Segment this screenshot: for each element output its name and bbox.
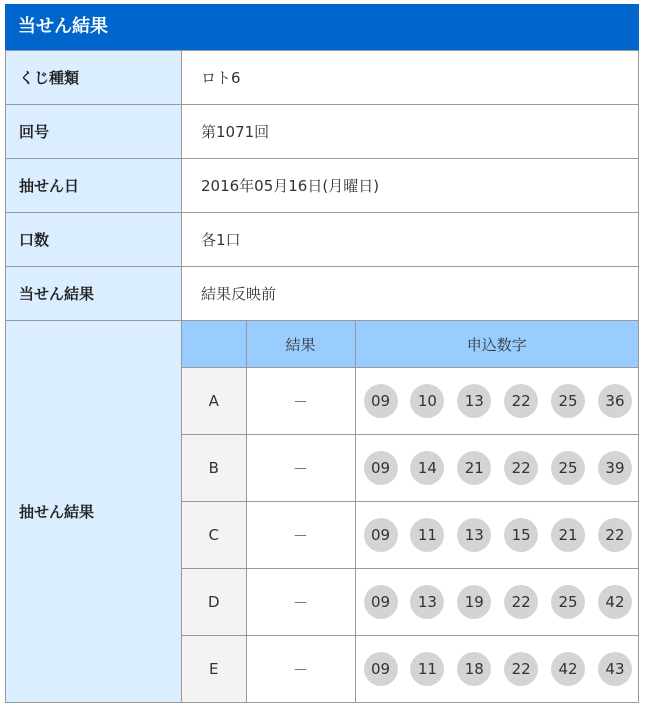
info-label: 口数 (6, 213, 182, 267)
info-value: ロト6 (182, 51, 639, 105)
number-balls (357, 451, 638, 485)
number-ball: 13 (457, 518, 491, 552)
number-ball: 42 (551, 652, 585, 686)
info-label: 抽せん日 (6, 159, 182, 213)
entry-result: － (246, 368, 355, 435)
number-ball: 13 (457, 384, 491, 418)
number-balls (357, 384, 638, 418)
draw-cell (182, 321, 639, 703)
number-ball: 21 (551, 518, 585, 552)
number-ball: 19 (457, 585, 491, 619)
number-balls (357, 585, 638, 619)
info-row (6, 105, 639, 159)
entry-key: C (182, 502, 246, 569)
number-ball: 25 (551, 585, 585, 619)
number-ball: 22 (504, 652, 538, 686)
info-row (6, 213, 639, 267)
draw-entry-row (182, 636, 638, 703)
number-ball: 11 (410, 652, 444, 686)
draw-table (182, 321, 638, 702)
number-ball: 14 (410, 451, 444, 485)
number-ball: 09 (364, 652, 398, 686)
number-balls (357, 518, 638, 552)
number-ball: 15 (504, 518, 538, 552)
number-ball: 21 (457, 451, 491, 485)
entry-numbers (355, 569, 638, 636)
number-ball: 39 (598, 451, 632, 485)
number-ball: 09 (364, 518, 398, 552)
entry-result: － (246, 435, 355, 502)
number-ball: 11 (410, 518, 444, 552)
number-ball: 09 (364, 451, 398, 485)
entry-key: D (182, 569, 246, 636)
number-ball: 22 (504, 585, 538, 619)
number-ball: 25 (551, 384, 585, 418)
entry-key: E (182, 636, 246, 703)
panel-title: 当せん結果 (5, 4, 639, 50)
info-value: 結果反映前 (182, 267, 639, 321)
entry-result: － (246, 569, 355, 636)
info-row (6, 51, 639, 105)
header-numbers: 申込数字 (355, 321, 638, 368)
draw-label: 抽せん結果 (6, 321, 182, 703)
number-ball: 09 (364, 384, 398, 418)
info-value: 各1口 (182, 213, 639, 267)
draw-entry-row (182, 569, 638, 636)
lottery-result-panel (5, 4, 639, 703)
number-ball: 22 (598, 518, 632, 552)
header-result: 結果 (246, 321, 355, 368)
draw-entry-row (182, 435, 638, 502)
number-ball: 18 (457, 652, 491, 686)
draw-row (6, 321, 639, 703)
number-ball: 36 (598, 384, 632, 418)
number-balls (357, 652, 638, 686)
entry-numbers (355, 502, 638, 569)
info-value: 2016年05月16日(月曜日) (182, 159, 639, 213)
entry-result: － (246, 636, 355, 703)
info-row (6, 267, 639, 321)
entry-numbers (355, 435, 638, 502)
info-value: 第1071回 (182, 105, 639, 159)
header-blank-cell (182, 321, 246, 368)
number-ball: 25 (551, 451, 585, 485)
draw-entry-row (182, 502, 638, 569)
number-ball: 13 (410, 585, 444, 619)
result-table (5, 50, 639, 703)
draw-entry-row (182, 368, 638, 435)
number-ball: 09 (364, 585, 398, 619)
number-ball: 43 (598, 652, 632, 686)
info-label: 回号 (6, 105, 182, 159)
number-ball: 10 (410, 384, 444, 418)
info-label: くじ種類 (6, 51, 182, 105)
entry-numbers (355, 368, 638, 435)
draw-table-header (182, 321, 638, 368)
info-row (6, 159, 639, 213)
entry-result: － (246, 502, 355, 569)
number-ball: 22 (504, 384, 538, 418)
entry-numbers (355, 636, 638, 703)
entry-key: A (182, 368, 246, 435)
number-ball: 22 (504, 451, 538, 485)
number-ball: 42 (598, 585, 632, 619)
entry-key: B (182, 435, 246, 502)
info-label: 当せん結果 (6, 267, 182, 321)
